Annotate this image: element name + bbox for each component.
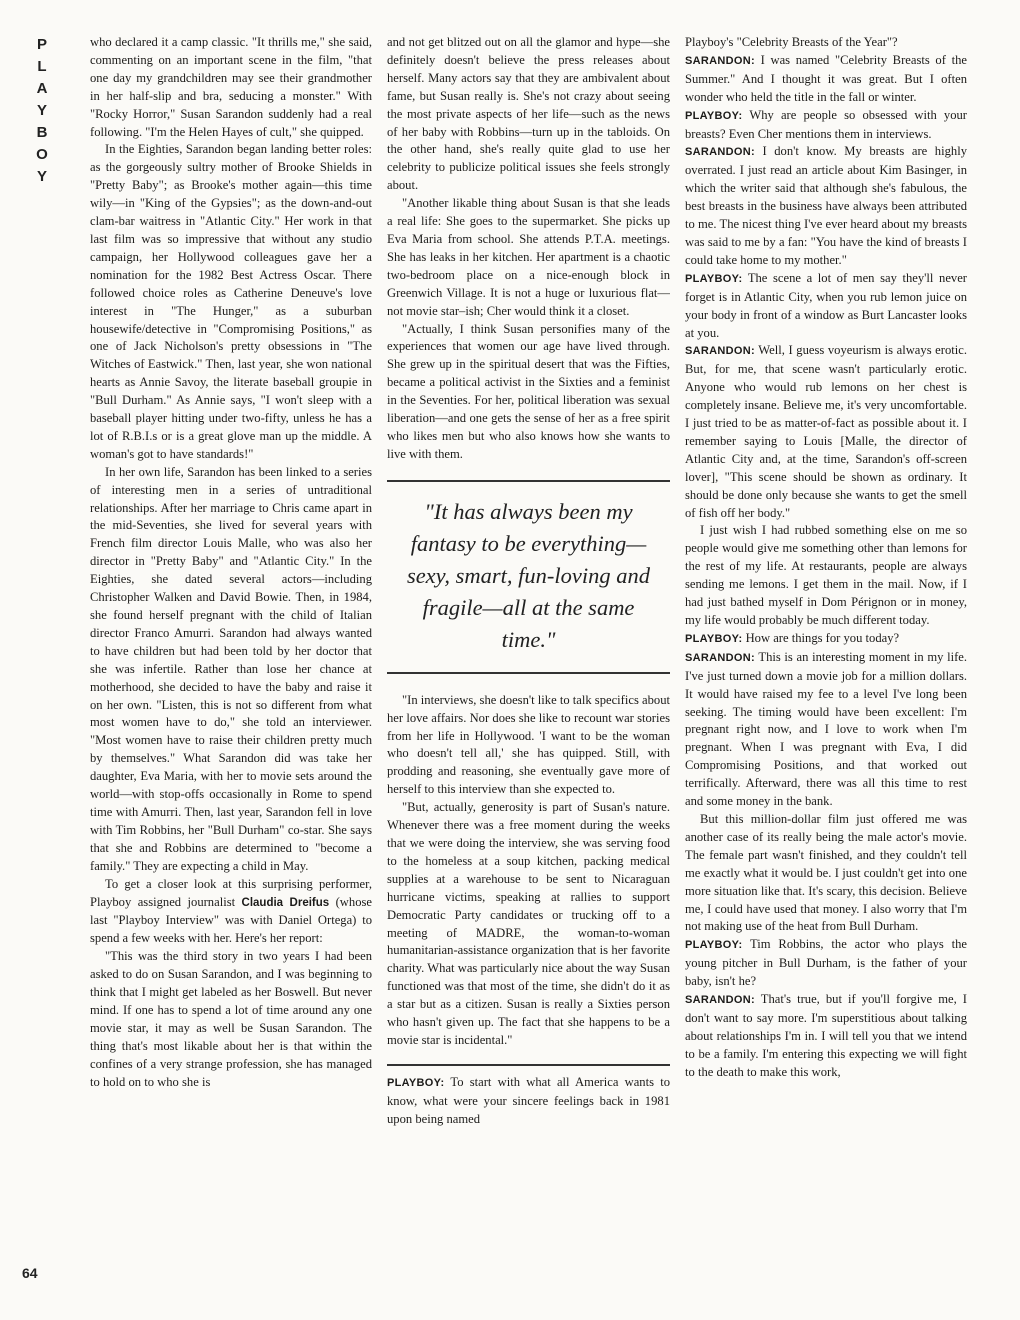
speaker-label-sarandon: SARANDON: — [685, 54, 755, 67]
column-1 — [90, 34, 372, 1304]
logo-letter: Y — [36, 168, 47, 185]
answer-text: I was named "Celebrity Breasts of the Summer." And I thought it was great. But I often wonder who held the title in the fall or winter. — [685, 52, 967, 104]
speaker-label-playboy: PLAYBOY: — [685, 272, 743, 285]
speaker-label-playboy: PLAYBOY: — [685, 109, 743, 122]
author-name: Claudia Dreifus — [241, 896, 330, 909]
intro-paragraph: "Another likable thing about Susan is that she leads a real life: She goes to the supermarket. She picks up Eva Maria from school. She attends P.T.A. meetings. She has leaks in her kitchen. Her apartment is a chaotic two-bedroom place on a nice-enough block in Greenwich Village. It is not a huge or luxurious flat—not movie star–ish; Cher would think it a closet. — [387, 196, 670, 318]
magazine-logo-vertical — [28, 34, 56, 188]
question-text: Tim Robbins, the actor who plays the young pitcher in Bull Durham, is the father of your baby, isn't he? — [685, 937, 967, 989]
intro-paragraph: "But, actually, generosity is part of Susan's nature. Whenever there was a free moment during the weeks that we were doing the interview, she was serving food to the homeless at a soup kitchen, packing medical supplies at a warehouse to be sent to Nicaraguan hurricane victims, speaking at rallies to support Democratic Party candidates or trucking off to a meeting of MADRE, the woman-to-woman humanitarian-assistance organization that is her favorite charity. What was particularly nice about the way Susan functioned was that most of the time, she didn't do it as a star but as a citizen. Susan is really a Sixties person who hasn't given up. The fact that she happens to be a movie star is incidental." — [387, 800, 670, 1047]
question-paragraph — [387, 1074, 670, 1129]
question-continuation: Playboy's "Celebrity Breasts of the Year"? — [685, 35, 898, 49]
answer-text: I don't know. My breasts are highly overrated. I just read an article about Kim Basinger, in which the writer said that although she's fabulous, the best breasts in the business have always been attributed to me. The nicest thing I've ever heard about my breasts was said to me by a fan: "You have the kind of breasts I could take home to my mother." — [685, 144, 967, 267]
page-number: 64 — [22, 1265, 38, 1281]
speaker-label-sarandon: SARANDON: — [685, 146, 755, 159]
intro-text: To get a closer look at this surprising performer, Playboy assigned journalist — [90, 876, 372, 909]
intro-paragraph: "In interviews, she doesn't like to talk specifics about her love affairs. Nor does she like to recount war stories from her life in Hollywood. 'I want to be the woman who doesn't tell all,' she has quipped. Still, with prodding and reasoning, she eventually gave more of herself to this interview than she expected to. — [387, 692, 670, 797]
question-text: Why are people so obsessed with your breasts? Even Cher mentions them in interviews. — [685, 107, 967, 141]
intro-paragraph: "This was the third story in two years I had been asked to do on Susan Sarandon, and I was beginning to think that I might get labeled as her Boswell. But never mind. If one has to spend a lot of time around any one movie star, it may as well be Susan Sarandon. The thing that's most likable about her is that within the confines of a very strange profession, she has managed to hold on to who she is — [90, 949, 372, 1089]
speaker-label-sarandon: SARANDON: — [685, 994, 755, 1007]
logo-letter: O — [36, 146, 48, 163]
speaker-label-playboy: PLAYBOY: — [685, 939, 743, 952]
pull-quote: "It has always been my fantasy to be everything—sexy, smart, fun-loving and fragile—all at the same time." — [387, 480, 670, 674]
intro-paragraph: and not get blitzed out on all the glamor and hype—she definitely doesn't believe the press releases about herself. Many actors say that they are ambivalent about fame, but Susan really is. She's not crazy about seeing the most private aspects of her life—such as the news of her baby with Robbins—turn up in the tabloids. On the other hand, she's really quite glad to use her celebrity to publicize political issues she feels strongly about. — [387, 35, 670, 193]
speaker-label-sarandon: SARANDON: — [685, 345, 755, 358]
answer-paragraph — [685, 342, 967, 522]
intro-paragraph: who declared it a camp classic. "It thrills me," she said, commenting on an important scene in the film, "that one day my grandchildren may see their grandmother in her half-slip and bra, seducing a monster." With "Rocky Horror," Susan Sarandon suddenly had a real following. "I'm the Helen Hayes of cult," she quipped. — [90, 35, 372, 139]
speaker-label-playboy: PLAYBOY: — [685, 632, 743, 645]
logo-letter: L — [37, 58, 47, 75]
question-paragraph — [685, 936, 967, 991]
answer-paragraph: But this million-dollar film just offered me was another case of its really being the male actor's movie. The female part wasn't finished, and they couldn't tell me exactly what it would be. I just couldn't get into one more situation like that. It's scary, this decision. Believe me, I could have used that money. I also worry that I'm not making use of the heat from Bull Durham. — [685, 811, 967, 934]
answer-paragraph — [685, 991, 967, 1082]
intro-paragraph — [90, 876, 372, 949]
speaker-label-sarandon: SARANDON: — [685, 651, 755, 664]
speaker-label-playboy: PLAYBOY: — [387, 1076, 445, 1089]
column-2 — [387, 34, 670, 1304]
answer-paragraph — [685, 143, 967, 269]
logo-letter: B — [36, 124, 48, 141]
logo-letter: P — [36, 36, 47, 53]
question-text: How are things for you today? — [745, 630, 900, 645]
answer-text: Well, I guess voyeurism is always erotic. But, for me, that scene wasn't particularly erotic. Anyone who would rub lemons on her chest is completely insane. Believe me, it's very uncomfortable. I just tried to be as matter-of-fact as possible about it. I remember saying to Louis [Malle, the director of Atlantic City and, at the time, Sarandon's off-screen lover], "This scene should be shown as ordinary. It should be done only because she wants to get the smell of fish off her body." — [685, 343, 967, 520]
question-paragraph — [685, 270, 967, 343]
answer-paragraph — [685, 52, 967, 107]
question-paragraph — [685, 107, 967, 144]
intro-text: (whose last "Playboy Interview" was with Daniel Ortega) to spend a few weeks with her. Here's her report: — [90, 894, 372, 946]
logo-letter: A — [36, 80, 48, 97]
answer-paragraph — [685, 649, 967, 811]
answer-paragraph: I just wish I had rubbed something else on me so people would give me something other than lemons for the rest of my life. At restaurants, people are always sending me lemons. I get them in the mail. Now, if I had just bathed myself in Dom Pérignon or in money, my life would probably be much different today. — [685, 523, 967, 627]
intro-paragraph: "Actually, I think Susan personifies many of the experiences that women our age have lived through. She grew up in the spiritual desert that was the Fifties, became a political activist in the Sixties and a feminist in the Seventies. For her, political liberation was sexual liberation—and one gets the sense of her as a free spirit who likes men but who also knows how she wants to live with them. — [387, 321, 670, 461]
section-divider — [387, 1064, 670, 1066]
logo-letter: Y — [36, 102, 47, 119]
answer-text: This is an interesting moment in my life. I've just turned down a movie job for a million dollars. It would have raised my fee to a level I've long been seeking. The timing would have been excellent: I'm pregnant right now, and I love to work when I'm pregnant. When I was pregnant with Eva, I did Compromising Positions, and that worked out terrifically. Afterward, there was all this time to rest and some money in the bank. — [685, 649, 967, 809]
question-paragraph — [685, 630, 967, 649]
question-text: To start with what all America wants to know, what were your sincere feelings back in 1981 upon being named — [387, 1074, 670, 1126]
intro-paragraph: In her own life, Sarandon has been linked to a series of interesting men in a series of untraditional relationships. After her marriage to Chris came apart in the mid-Seventies, she lived for several years with French film director Louis Malle, who was also her director in "Pretty Baby" and "Atlantic City." In the Eighties, she dated several actors—including Christopher Walken and David Bowie. Then, in 1984, she found herself pregnant with the child of Italian director Franco Amurri. Sarandon had always wanted to have children but had been told by her doctor that she was infertile. Rather than lose her chance at motherhood, she decided to have the baby and raise it on her own. "Listen, this is not so different from what most women have to do," she told an interviewer. "Most women have to raise their children pretty much by themselves." What Sarandon did was take her daughter, Eva Maria, with her to movie sets around the world—with stop-offs occasionally in Rome to spend time with Amurri. Then, last year, Sarandon fell in love with Tim Robbins, her "Bull Durham" co-star. She says that she and Robbins are determined to "become a family." They are expecting a child in May. — [90, 464, 372, 873]
column-3 — [685, 34, 967, 1304]
intro-paragraph: In the Eighties, Sarandon began landing better roles: as the gorgeously sultry mother of Brooke Shields in "Pretty Baby"; as Brooke's mother again—this time wily—in "King of the Gypsies"; as the down-and-out clam-bar waitress in "Atlantic City." Her work in that last film was so impressive that without any studio campaign, her Hollywood colleagues gave her a nomination for the 1982 Best Actress Oscar. There followed choice roles as Catherine Deneuve's love interest in "The Hunger," as a suburban housewife/detective in "Compromising Positions," as one of Jack Nicholson's pretty obsessions in "The Witches of Eastwick." Then, last year, she won national hearts as Annie Savoy, the literate baseball groupie in "Bull Durham." As Annie says, "I won't sleep with a baseball player hitting under two-fifty, unless he has a lot of R.B.I.s or is a great glove man up the middle. A woman's got to have standards!" — [90, 142, 372, 461]
answer-text: That's true, but if you'll forgive me, I don't want to say more. I'm superstitious about talking about relationships I'm in. I will tell you that we intend to be a family. I'm entering this expecting we will fight to the death to make this work, — [685, 992, 967, 1079]
question-text: The scene a lot of men say they'll never forget is in Atlantic City, when you rub lemon juice on your body in front of a window as Burt Lancaster looks at you. — [685, 270, 967, 340]
